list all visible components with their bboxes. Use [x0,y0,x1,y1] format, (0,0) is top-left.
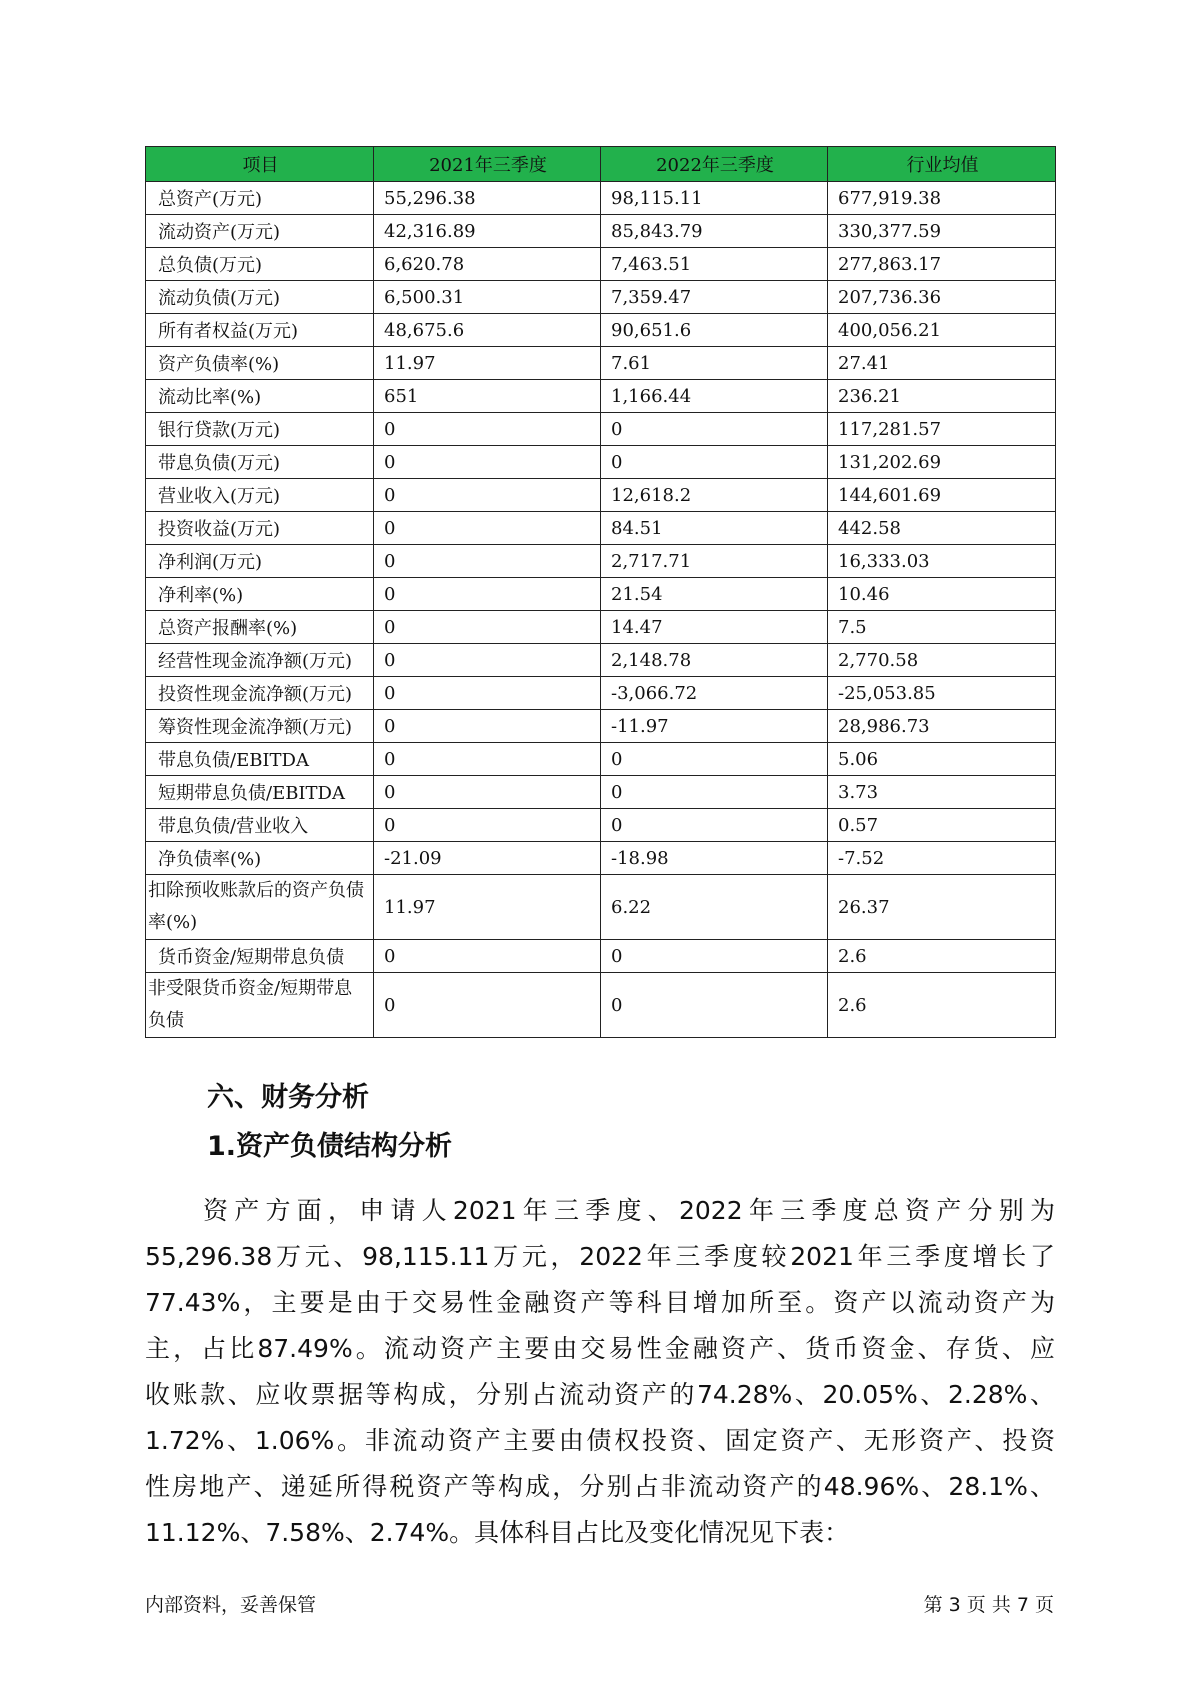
row-value: -7.52 [828,842,1056,875]
table-row [146,776,1056,809]
table-row [146,314,1056,347]
paragraph-line: 收账款、应收票据等构成，分别占流动资产的74.28%、20.05%、2.28%、 [145,1380,1055,1409]
row-value: 14.47 [601,611,828,644]
row-value: 442.58 [828,512,1056,545]
row-label: 所有者权益(万元) [146,314,374,347]
paragraph-line: 11.12%、7.58%、2.74%。具体科目占比及变化情况见下表： [145,1518,850,1547]
row-value: 2,717.71 [601,545,828,578]
row-value: 0 [374,479,601,512]
table-row [146,545,1056,578]
row-value: 0 [601,809,828,842]
paragraph-line: 性房地产、递延所得税资产等构成，分别占非流动资产的48.96%、28.1%、 [145,1472,1055,1501]
row-value: 26.37 [828,875,1056,940]
row-value: 0 [601,743,828,776]
row-value: 90,651.6 [601,314,828,347]
row-value: 21.54 [601,578,828,611]
row-value: 0 [374,545,601,578]
row-value: -11.97 [601,710,828,743]
row-value: -21.09 [374,842,601,875]
row-label: 资产负债率(%) [146,347,374,380]
row-value: 7.61 [601,347,828,380]
table-row [146,611,1056,644]
row-value: -25,053.85 [828,677,1056,710]
table-row [146,973,1056,1038]
footer-confidential-note: 内部资料，妥善保管 [145,1594,317,1616]
paragraph-line: 资产方面，申请人2021年三季度、2022年三季度总资产分别为 [203,1196,1055,1225]
table-header-row [146,147,1056,182]
table-row [146,940,1056,973]
row-label: 总资产报酬率(%) [146,611,374,644]
table-row [146,446,1056,479]
footer-page-number: 第 3 页 共 7 页 [923,1594,1054,1616]
table-row [146,644,1056,677]
subsection-title: 1.资产负债结构分析 [207,1131,453,1162]
row-value: 131,202.69 [828,446,1056,479]
table-row [146,809,1056,842]
table-row [146,578,1056,611]
table-row [146,248,1056,281]
row-value: 0 [374,973,601,1038]
row-value: 11.97 [374,347,601,380]
row-label: 流动负债(万元) [146,281,374,314]
table-row [146,710,1056,743]
header-2021q3: 2021年三季度 [374,147,601,182]
financial-indicators-table [145,146,1056,1038]
row-value: 0 [374,413,601,446]
row-value: 98,115.11 [601,182,828,215]
row-label: 经营性现金流净额(万元) [146,644,374,677]
table-row [146,215,1056,248]
row-value: 0 [374,940,601,973]
table-row [146,875,1056,940]
row-value: 0 [601,413,828,446]
row-value: 0 [374,776,601,809]
paragraph-line: 55,296.38万元、98,115.11万元，2022年三季度较2021年三季度增长了 [145,1242,1055,1271]
section-title: 六、财务分析 [207,1082,369,1113]
row-label: 带息负债/EBITDA [146,743,374,776]
row-label: 扣除预收账款后的资产负债率(%) [146,875,374,940]
row-value: 12,618.2 [601,479,828,512]
row-value: 5.06 [828,743,1056,776]
paragraph-line: 主，占比87.49%。流动资产主要由交易性金融资产、货币资金、存货、应 [145,1334,1055,1363]
row-label: 筹资性现金流净额(万元) [146,710,374,743]
paragraph-line: 1.72%、1.06%。非流动资产主要由债权投资、固定资产、无形资产、投资 [145,1426,1055,1455]
row-label: 带息负债/营业收入 [146,809,374,842]
row-label: 总负债(万元) [146,248,374,281]
row-value: 3.73 [828,776,1056,809]
row-label: 投资性现金流净额(万元) [146,677,374,710]
row-value: 0 [374,677,601,710]
row-value: 330,377.59 [828,215,1056,248]
row-value: 84.51 [601,512,828,545]
row-value: 0 [601,446,828,479]
row-value: 0 [601,973,828,1038]
row-value: 651 [374,380,601,413]
row-value: 85,843.79 [601,215,828,248]
row-label: 总资产(万元) [146,182,374,215]
row-value: 0 [374,644,601,677]
row-value: 2.6 [828,973,1056,1038]
row-value: 28,986.73 [828,710,1056,743]
row-value: 0 [374,710,601,743]
table-body [146,182,1056,1038]
row-value: 6,500.31 [374,281,601,314]
table-row [146,380,1056,413]
table-row [146,182,1056,215]
row-value: 0 [601,776,828,809]
row-label: 净负债率(%) [146,842,374,875]
table-row [146,677,1056,710]
table-row [146,512,1056,545]
row-value: -18.98 [601,842,828,875]
table-row [146,842,1056,875]
row-value: 0 [374,611,601,644]
row-value: 7,463.51 [601,248,828,281]
row-value: 400,056.21 [828,314,1056,347]
row-label: 银行贷款(万元) [146,413,374,446]
row-value: 42,316.89 [374,215,601,248]
row-value: 236.21 [828,380,1056,413]
row-value: 2.6 [828,940,1056,973]
row-value: 7,359.47 [601,281,828,314]
row-value: 144,601.69 [828,479,1056,512]
table-row [146,281,1056,314]
row-value: 27.41 [828,347,1056,380]
row-value: 55,296.38 [374,182,601,215]
row-label: 营业收入(万元) [146,479,374,512]
table-row [146,479,1056,512]
table-row [146,413,1056,446]
row-label: 货币资金/短期带息负债 [146,940,374,973]
row-value: 10.46 [828,578,1056,611]
row-value: 0 [374,446,601,479]
row-value: 16,333.03 [828,545,1056,578]
row-value: -3,066.72 [601,677,828,710]
row-label: 非受限货币资金/短期带息负债 [146,973,374,1038]
row-value: 0 [374,512,601,545]
row-value: 117,281.57 [828,413,1056,446]
row-value: 2,148.78 [601,644,828,677]
row-label: 流动比率(%) [146,380,374,413]
table-row [146,743,1056,776]
row-value: 6,620.78 [374,248,601,281]
row-value: 2,770.58 [828,644,1056,677]
row-value: 48,675.6 [374,314,601,347]
table-row [146,347,1056,380]
header-item: 项目 [146,147,374,182]
header-2022q3: 2022年三季度 [601,147,828,182]
row-value: 0 [374,743,601,776]
row-value: 277,863.17 [828,248,1056,281]
header-industry-avg: 行业均值 [828,147,1056,182]
analysis-paragraph [145,1188,1055,1556]
row-label: 净利润(万元) [146,545,374,578]
row-value: 0 [374,809,601,842]
row-value: 1,166.44 [601,380,828,413]
row-value: 0.57 [828,809,1056,842]
row-value: 0 [374,578,601,611]
row-label: 流动资产(万元) [146,215,374,248]
row-label: 短期带息负债/EBITDA [146,776,374,809]
row-value: 207,736.36 [828,281,1056,314]
paragraph-line: 77.43%，主要是由于交易性金融资产等科目增加所至。资产以流动资产为 [145,1288,1055,1317]
row-value: 677,919.38 [828,182,1056,215]
row-label: 净利率(%) [146,578,374,611]
row-value: 11.97 [374,875,601,940]
row-value: 6.22 [601,875,828,940]
row-label: 带息负债(万元) [146,446,374,479]
row-value: 7.5 [828,611,1056,644]
row-value: 0 [601,940,828,973]
row-label: 投资收益(万元) [146,512,374,545]
